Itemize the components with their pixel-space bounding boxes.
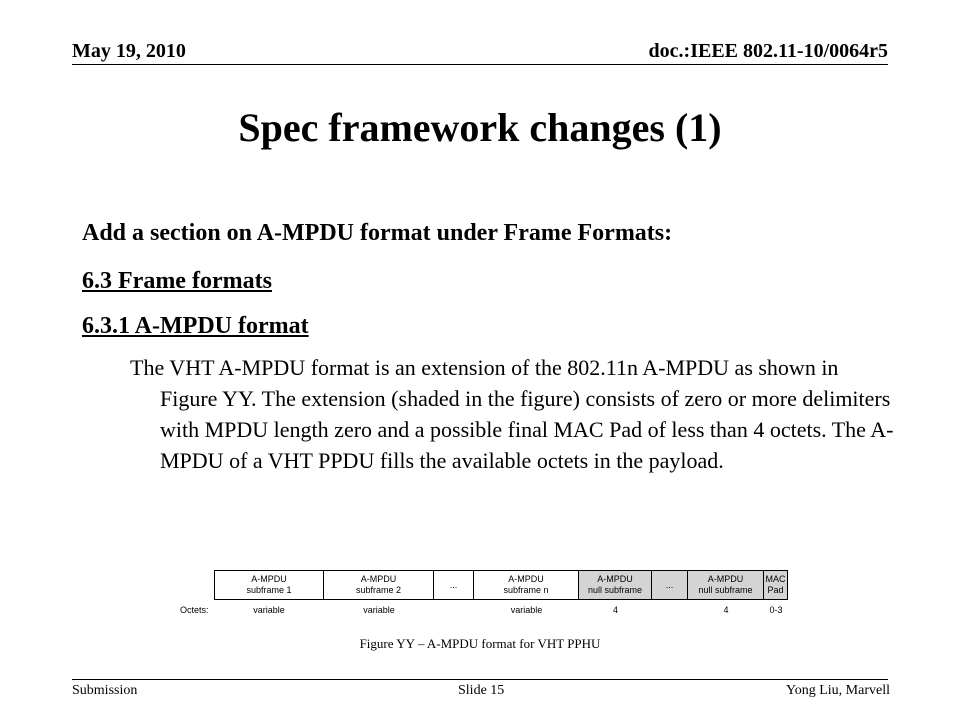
header-divider xyxy=(72,64,888,65)
figure-field-octets: 4 xyxy=(612,605,618,615)
figure-field-octets: variable xyxy=(510,605,543,615)
footer-submission: Submission xyxy=(72,683,138,698)
figure-field-octets: variable xyxy=(363,605,395,615)
figure-field-octets: variable xyxy=(253,605,285,615)
footer-slide-number: Slide 15 xyxy=(458,683,505,698)
figure-field: MAC Pad xyxy=(764,570,788,600)
figure-field: ... xyxy=(652,570,688,600)
figure-field: A-MPDU subframe 1 xyxy=(214,570,324,600)
header-doc-number: doc.:IEEE 802.11-10/0064r5 xyxy=(648,40,888,62)
figure-field-octets: 4 xyxy=(723,605,729,615)
figure-field: A-MPDU null subframe xyxy=(579,570,652,600)
slide-title: Spec framework changes (1) xyxy=(238,105,722,150)
intro-bullet: Add a section on A-MPDU format under Frame Formats: xyxy=(82,220,673,246)
footer-divider xyxy=(72,679,888,680)
octets-row-label: Octets: xyxy=(180,605,209,615)
figure-field: A-MPDU subframe n xyxy=(474,570,579,600)
figure-field: A-MPDU null subframe xyxy=(688,570,764,600)
figure-field: A-MPDU subframe 2 xyxy=(324,570,434,600)
heading-frame-formats: 6.3 Frame formats xyxy=(82,268,272,294)
figure-field: ... xyxy=(434,570,474,600)
ampdu-format-figure xyxy=(180,570,820,620)
heading-ampdu-format: 6.3.1 A-MPDU format xyxy=(82,313,309,339)
figure-caption: Figure YY – A-MPDU format for VHT PPHU xyxy=(359,636,601,651)
footer-author: Yong Liu, Marvell xyxy=(786,683,890,698)
body-paragraph: The VHT A-MPDU format is an extension of the 802.11n A-MPDU as shown in Figure YY. The extension (shaded in the figure) consists of zero or more delimiters with MPDU length zero and a possible final MAC Pad of less than 4 octets. The A-MPDU of a VHT PPDU fills the available octets in the payload. xyxy=(130,355,894,473)
header-date: May 19, 2010 xyxy=(72,40,186,62)
figure-field-octets: 0-3 xyxy=(769,605,783,615)
